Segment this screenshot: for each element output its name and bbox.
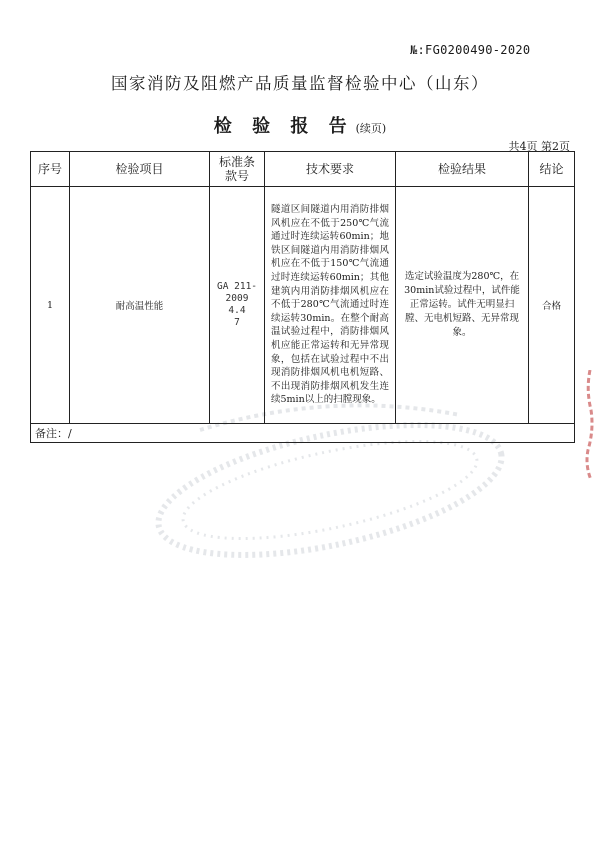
col-header-item: 检验项目 <box>70 152 210 187</box>
row-result: 选定试验温度为280℃，在30min试验过程中，试件能正常运转。试件无明显扫膛、无电机短路、无异常现象。 <box>396 187 529 424</box>
row-index: 1 <box>31 187 70 424</box>
seal-stamp-edge-icon <box>582 370 596 480</box>
report-title-suffix: (续页) <box>355 122 387 135</box>
table-row <box>31 187 575 424</box>
remarks-label: 备注： <box>35 427 68 440</box>
inspection-table <box>30 151 575 443</box>
row-requirement: 隧道区间隧道内用消防排烟风机应在不低于250℃气流通过时连续运转60min；地铁区间隧道内用消防排烟风机应在不低于150℃气流通过时连续运转60min；其他建筑内用消防排烟风机应在不低于280℃气流通过时连续运转30min。在整个耐高温试验过程中，消防排烟风机应能正常运转和无异常现象，包括在试验过程中不出现消防排烟风机电机短路、不出现消防排烟风机发生连续5min以上的扫膛现象。 <box>265 187 396 424</box>
col-header-standard-line1: 标准条 <box>218 155 255 169</box>
row-item: 耐高温性能 <box>70 187 210 424</box>
remarks-cell <box>31 424 575 443</box>
row-standard: GA 211- 2009 4.4 7 <box>210 187 265 424</box>
table-header-row <box>31 152 575 187</box>
col-header-standard-line2: 款号 <box>224 169 249 183</box>
row-conclusion: 合格 <box>529 187 575 424</box>
report-title-block <box>0 112 600 138</box>
page-info: 共4页 第2页 <box>508 140 570 153</box>
col-header-index: 序号 <box>31 152 70 187</box>
remarks-row <box>31 424 575 443</box>
document-number: №:FG0200490-2020 <box>410 43 531 57</box>
col-header-conclusion: 结论 <box>529 152 575 187</box>
col-header-requirement: 技术要求 <box>265 152 396 187</box>
report-title: 检 验 报 告 <box>213 116 354 137</box>
organization-name: 国家消防及阻燃产品质量监督检验中心（山东） <box>111 74 489 93</box>
col-header-standard <box>210 152 265 187</box>
col-header-result: 检验结果 <box>396 152 529 187</box>
remarks-value: / <box>68 427 72 440</box>
